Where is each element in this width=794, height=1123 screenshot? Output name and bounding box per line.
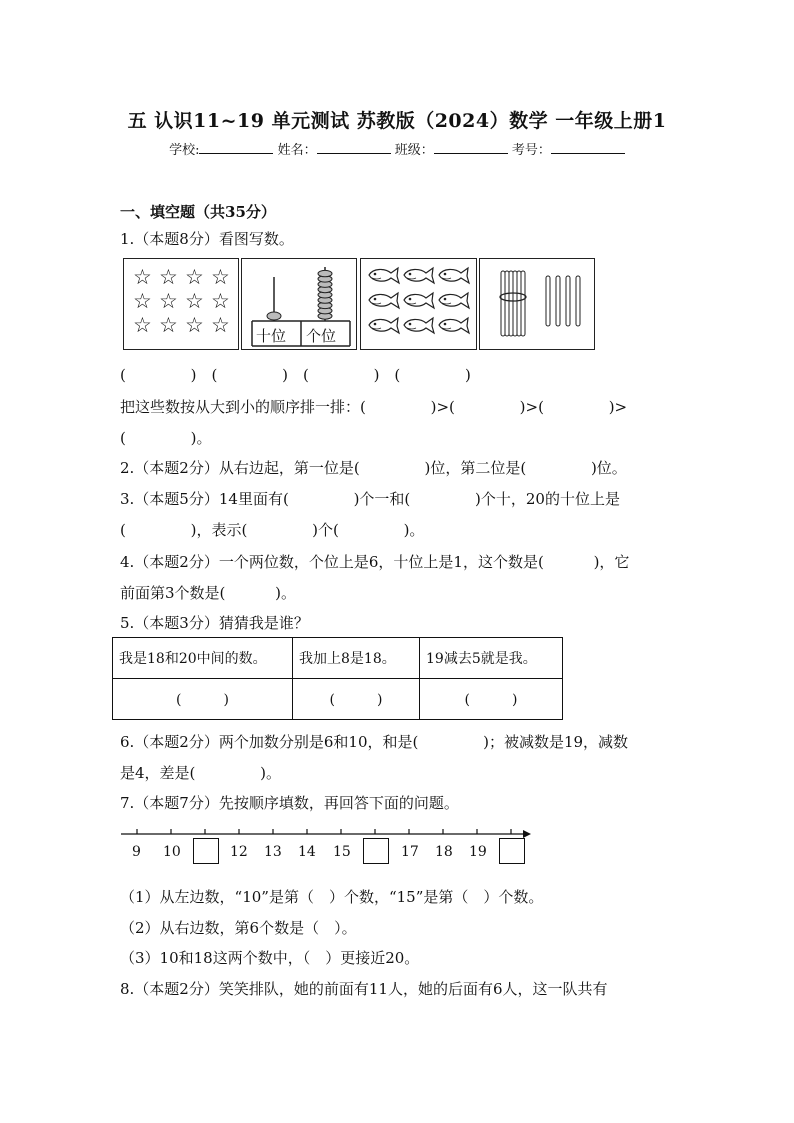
star-icon: ☆ xyxy=(211,265,230,289)
section-heading: 一、填空题（共35分） xyxy=(120,203,276,221)
fish-icon xyxy=(361,259,475,348)
star-icon: ☆ xyxy=(159,265,178,289)
sticks-picture xyxy=(479,258,595,350)
q1-order-line2[interactable]: ( )。 xyxy=(120,429,212,447)
answer-cell[interactable]: ( ) xyxy=(420,679,563,720)
number-label: 15 xyxy=(333,844,351,860)
star-icon: ☆ xyxy=(159,289,178,313)
q1-answer-blanks[interactable]: ( ) ( ) ( ) ( ) xyxy=(120,366,471,384)
school-blank[interactable] xyxy=(199,141,273,154)
number-answer-box[interactable] xyxy=(363,838,389,864)
question-8[interactable]: 8.（本题2分）笑笑排队，她的前面有11人，她的后面有6人，这一队共有 xyxy=(120,980,608,998)
fish-icon xyxy=(404,318,434,333)
star-icon: ☆ xyxy=(159,313,178,337)
fish-icon xyxy=(369,268,399,283)
star-icon: ☆ xyxy=(185,313,204,337)
number-label: 14 xyxy=(298,844,316,860)
stick-icon xyxy=(501,271,505,336)
name-label: 姓名： xyxy=(277,143,317,158)
question-3-line1[interactable]: 3.（本题5分）14里面有( )个一和( )个十，20的十位上是 xyxy=(120,490,620,508)
fish-icon xyxy=(404,293,434,308)
class-label: 班级： xyxy=(394,143,434,158)
number-line xyxy=(118,826,534,840)
number-answer-box[interactable] xyxy=(193,838,219,864)
clue-cell: 我加上8是18。 xyxy=(293,638,420,679)
q1-order-line1[interactable]: 把这些数按从大到小的顺序排一排：( )>( )>( )> xyxy=(120,398,628,416)
number-label: 9 xyxy=(132,844,141,860)
abacus-tens-label: 十位 xyxy=(256,327,287,345)
star-icon: ☆ xyxy=(185,265,204,289)
name-blank[interactable] xyxy=(317,141,391,154)
class-blank[interactable] xyxy=(434,141,508,154)
star-icon: ☆ xyxy=(133,265,152,289)
number-label: 10 xyxy=(163,844,181,860)
number-label: 19 xyxy=(469,844,487,860)
fish-icon xyxy=(369,318,399,333)
clue-cell: 19减去5就是我。 xyxy=(420,638,563,679)
question-7-sub3[interactable]: （3）10和18这两个数中，（ ）更接近20。 xyxy=(120,949,420,967)
stick-icon xyxy=(546,276,550,326)
question-4-line2[interactable]: 前面第3个数是( )。 xyxy=(120,584,297,602)
fish-icon xyxy=(439,293,469,308)
question-6-line1[interactable]: 6.（本题2分）两个加数分别是6和10，和是( )；被减数是19，减数 xyxy=(120,733,629,751)
question-7-sub1[interactable]: （1）从左边数，“10”是第（ ）个数，“15”是第（ ）个数。 xyxy=(120,888,544,906)
exam-no-label: 考号： xyxy=(511,143,551,158)
stick-icon xyxy=(505,271,509,336)
question-6-line2[interactable]: 是4，差是( )。 xyxy=(120,764,282,782)
bead-icon xyxy=(318,270,332,276)
stick-icon xyxy=(566,276,570,326)
stick-icon xyxy=(556,276,560,326)
question-5: 5.（本题3分）猜猜我是谁？ xyxy=(120,614,309,632)
clue-cell: 我是18和20中间的数。 xyxy=(113,638,293,679)
fish-icon xyxy=(369,293,399,308)
question-7-sub2[interactable]: （2）从右边数，第6个数是（ ）。 xyxy=(120,919,357,937)
stick-icon xyxy=(509,271,513,336)
number-label: 12 xyxy=(230,844,248,860)
star-icon: ☆ xyxy=(211,313,230,337)
stars-picture xyxy=(123,258,239,350)
sticks-icon xyxy=(480,259,593,348)
stick-icon xyxy=(576,276,580,326)
fish-picture xyxy=(360,258,477,350)
exam-no-blank[interactable] xyxy=(551,141,625,154)
school-label: 学校: xyxy=(169,143,200,158)
abacus-ones-label: 个位 xyxy=(306,327,337,345)
answer-cell[interactable]: ( ) xyxy=(113,679,293,720)
student-info-line xyxy=(0,139,794,158)
star-icon: ☆ xyxy=(211,289,230,313)
question-1: 1.（本题8分）看图写数。 xyxy=(120,230,294,248)
question-7: 7.（本题7分）先按顺序填数，再回答下面的问题。 xyxy=(120,794,459,812)
number-answer-box[interactable] xyxy=(499,838,525,864)
question-4-line1[interactable]: 4.（本题2分）一个两位数，个位上是6，十位上是1，这个数是( )，它 xyxy=(120,553,630,571)
number-label: 17 xyxy=(401,844,419,860)
stick-icon xyxy=(517,271,521,336)
fish-icon xyxy=(404,268,434,283)
star-icon: ☆ xyxy=(133,313,152,337)
star-icon: ☆ xyxy=(185,289,204,313)
stick-icon xyxy=(513,271,517,336)
page-title: 五 认识11~19 单元测试 苏教版（2024）数学 一年级上册1 xyxy=(127,110,667,132)
question-2[interactable]: 2.（本题2分）从右边起，第一位是( )位，第二位是( )位。 xyxy=(120,459,627,477)
number-label: 13 xyxy=(264,844,282,860)
stick-icon xyxy=(521,271,525,336)
answer-cell[interactable]: ( ) xyxy=(293,679,420,720)
fish-icon xyxy=(439,268,469,283)
number-label: 18 xyxy=(435,844,453,860)
fish-icon xyxy=(439,318,469,333)
guess-table xyxy=(112,637,563,720)
star-icon: ☆ xyxy=(133,289,152,313)
abacus-picture xyxy=(241,258,357,350)
question-3-line2[interactable]: ( )，表示( )个( )。 xyxy=(120,521,425,539)
